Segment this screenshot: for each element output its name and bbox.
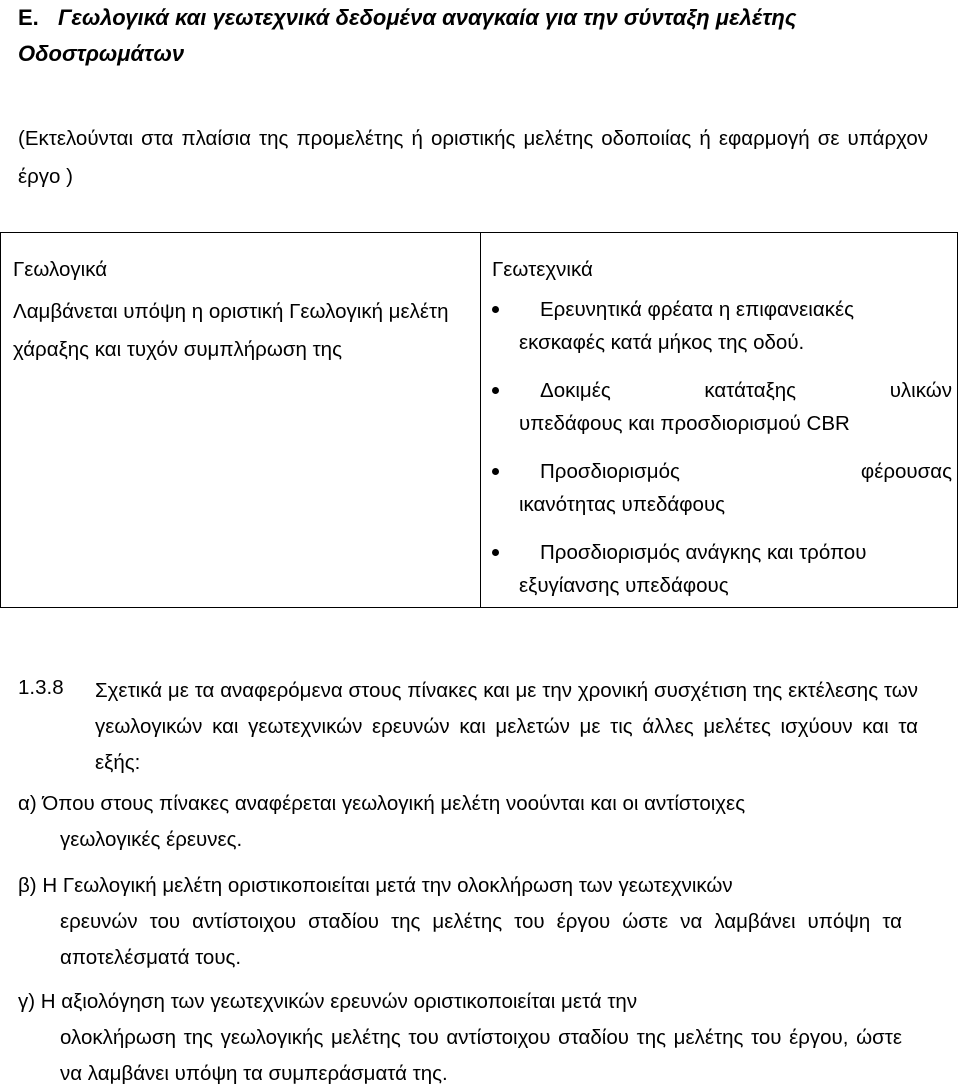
geotechnical-list xyxy=(492,293,952,602)
section-1-3-8 xyxy=(18,673,918,781)
subtitle-note: (Εκτελούνται στα πλαίσια της προμελέτης ή οριστικής μελέτης οδοποιίας ή εφαρμογή σε υπάρχον έργο ) xyxy=(18,127,928,188)
paragraph-continuation: ερευνών του αντίστοιχου σταδίου της μελέτης του έργου ώστε να λαμβάνει υπόψη τα αποτελέσματά τους. xyxy=(60,910,902,969)
paragraph-continuation: γεωλογικές έρευνες. xyxy=(60,828,243,851)
paragraph-continuation: ολοκλήρωση της γεωλογικής μελέτης του αντίστοιχου σταδίου της μελέτης του έργου, ώστε να λαμβάνει υπόψη τα συμπεράσματά της. xyxy=(60,1026,902,1085)
list-item-word: Δοκιμές xyxy=(540,379,611,402)
bullet-icon xyxy=(492,306,499,313)
table-column-divider xyxy=(480,233,481,607)
column-text-geological: Λαμβάνεται υπόψη η οριστική Γεωλογική μελέτη χάραξης και τυχόν συμπλήρωση της xyxy=(13,300,449,361)
list-item-line xyxy=(492,374,952,407)
list-item-line: υπεδάφους και προσδιορισμού CBR xyxy=(519,412,850,435)
bullet-icon xyxy=(492,549,499,556)
list-item-line: εκσκαφές κατά μήκος της οδού. xyxy=(519,331,805,354)
paragraph-a xyxy=(18,786,902,858)
list-item xyxy=(492,536,952,602)
list-item-line xyxy=(492,455,952,488)
list-item-line: Προσδιορισμός ανάγκης και τρόπου xyxy=(540,541,867,564)
list-item-word: κατάταξης xyxy=(704,379,797,402)
heading-text: Γεωλογικά και γεωτεχνικά δεδομένα αναγκαία για την σύνταξη μελέτης Οδοστρωμάτων xyxy=(18,5,797,66)
section-number: 1.3.8 xyxy=(18,676,64,699)
list-item-word: υλικών xyxy=(889,379,952,402)
column-title-geological: Γεωλογικά xyxy=(13,258,108,281)
bullet-icon xyxy=(492,387,499,394)
list-item xyxy=(492,455,952,521)
bullet-icon xyxy=(492,468,499,475)
paragraph-b xyxy=(18,868,902,976)
paragraph-line: β) Η Γεωλογική μελέτη οριστικοποιείται μετά την ολοκλήρωση των γεωτεχνικών xyxy=(18,874,733,897)
list-item-line: εξυγίανσης υπεδάφους xyxy=(519,574,729,597)
paragraph-line: α) Όπου στους πίνακες αναφέρεται γεωλογική μελέτη νοούνται και οι αντίστοιχες xyxy=(18,792,746,815)
heading-number: E. xyxy=(18,5,39,30)
list-item xyxy=(492,374,952,440)
section-heading xyxy=(18,0,918,72)
section-text: Σχετικά με τα αναφερόμενα στους πίνακες και με την χρονική συσχέτιση της εκτέλεσης των γεωλογικών και γεωτεχνικών ερευνών και μελετών με τις άλλες μελέτες ισχύουν και τα εξής: xyxy=(95,679,918,774)
column-title-geotechnical: Γεωτεχνικά xyxy=(492,258,593,281)
list-item-word: φέρουσας xyxy=(860,460,952,483)
table-column-geological xyxy=(13,253,473,369)
list-item-word: Προσδιορισμός xyxy=(540,460,680,483)
geo-table xyxy=(0,232,958,608)
paragraph-c xyxy=(18,984,902,1092)
list-item-line: Ερευνητικά φρέατα η επιφανειακές xyxy=(540,298,854,321)
paragraph-line: γ) Η αξιολόγηση των γεωτεχνικών ερευνών οριστικοποιείται μετά την xyxy=(18,990,638,1013)
list-item-line: ικανότητας υπεδάφους xyxy=(519,493,726,516)
list-item xyxy=(492,293,952,359)
table-column-geotechnical xyxy=(492,253,952,617)
